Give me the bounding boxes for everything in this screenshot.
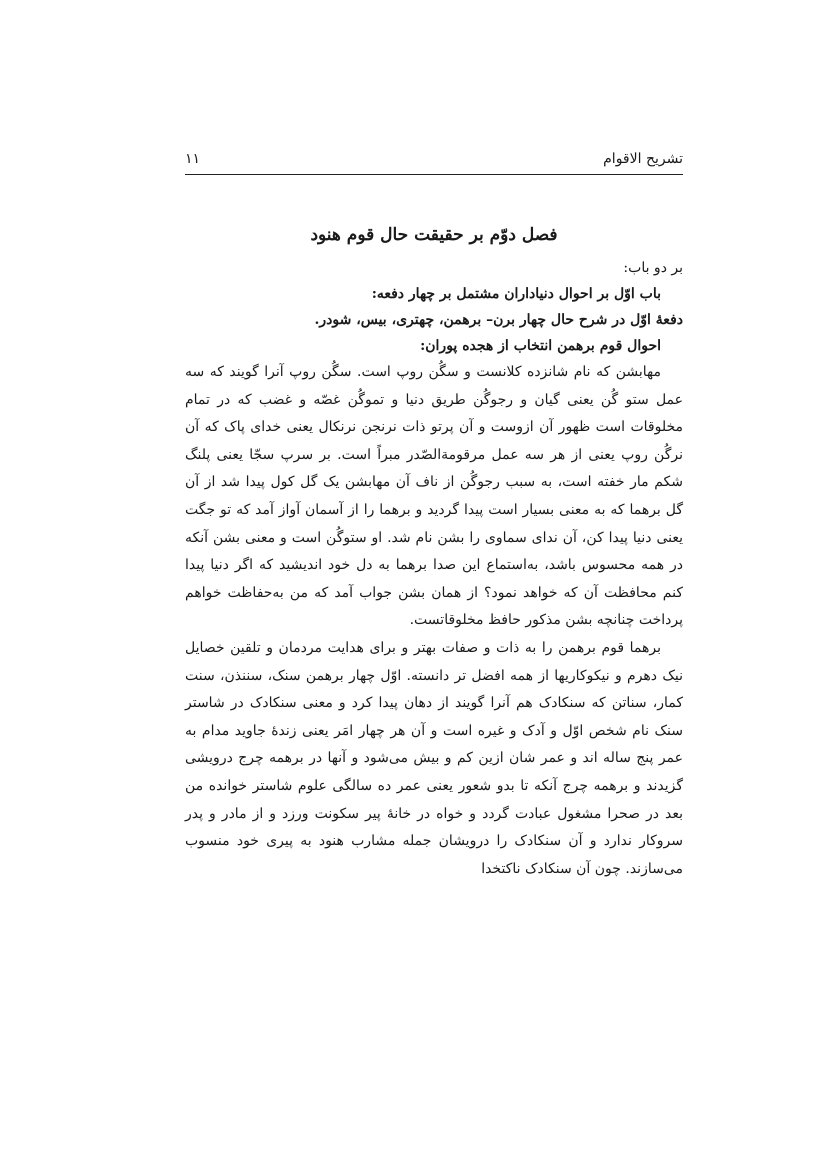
running-header — [185, 148, 683, 175]
chapter-title: فصل دوّم بر حقیقت حال قوم هنود — [310, 225, 558, 245]
section-heading: باب اوّل بر احوال دنیاداران مشتمل بر چهار دفعه: — [371, 286, 661, 302]
intro-line: بر دو باب: — [623, 260, 683, 276]
book-page — [185, 148, 683, 883]
running-title: تشریح الاقوام — [603, 151, 683, 167]
page-number: ۱۱ — [185, 151, 201, 167]
body-paragraph: مهابشن که نام شانزده کلانست و سگُن روپ است. سگُن روپ آنرا گویند که سه عمل ستو گُن یعنی گیان و رجوگُن طریق دنیا و تموگُن غصّه و غضب که در تمام مخلوقات است ظهور آن ازوست و آن پرتو ذات نرنجن نرنکال یعنی خدای پاک که آن نرگُن روپ یعنی از هر سه عمل مرقومةالصّدر مبراً است. بر سرپ سجّا یعنی پلنگ شکم مار خفته است، به سبب رجوگُن از ناف آن مهابشن یک گل کول پیدا شد از آن گل برهما که به معنی بسیار است پیدا گردید و برهما را از آسمان آواز آمد که تو جگت یعنی دنیا پیدا کن، آن ندای سماوی را بشن نام شد. او ستوگُن است و معنی بشن آنکه در همه محسوس باشد، به‌استماع این صدا برهما به دل خود اندیشید که اگر دنیا پیدا کنم محافظت آن که خواهد نمود؟ از همان بشن جواب آمد که من به‌حفاظت خواهم پرداخت چنانچه بشن مذکور حافظ مخلوقاتست. — [185, 364, 683, 629]
topic-heading: احوال قوم برهمن انتخاب از هجده پوران: — [420, 338, 661, 354]
body-paragraph: برهما قوم برهمن را به ذات و صفات بهتر و برای هدایت مردمان و تلقین خصایل نیک دهرم و نیکوکاریها از همه افضل تر دانسته. اوّل چهار برهمن سنک، سننذن، سنت کمار، سناتن که سنکادک هم آنرا گویند از دهان پیدا کرد و معنی سنکادک در شاستر سنک نام شخص اوّل و آدک و غیره است و آن هر چهار امَر یعنی زندهٔ جاوید مدام به عمر پنج ساله اند و عمر شان ازین کم و بیش می‌شود و آنها در برهمه چرج درویشی گزیدند و برهمه چرج آنکه تا بدو شعور یعنی عمر ده سالگی علوم شاستر خوانده من بعد در صحرا مشغول عبادت گردد و خواه در خانهٔ پیر سکونت ورزد و از مادر و پدر سروکار ندارد و آن سنکادک را درویشان جمله مشارب هنود به پیری خود منسوب می‌سازند. چون آن سنکادک ناکتخدا — [185, 639, 683, 877]
subsection-heading: دفعهٔ اوّل در شرح حال چهار برن– برهمن، چهتری، بیس، شودر. — [314, 312, 683, 328]
